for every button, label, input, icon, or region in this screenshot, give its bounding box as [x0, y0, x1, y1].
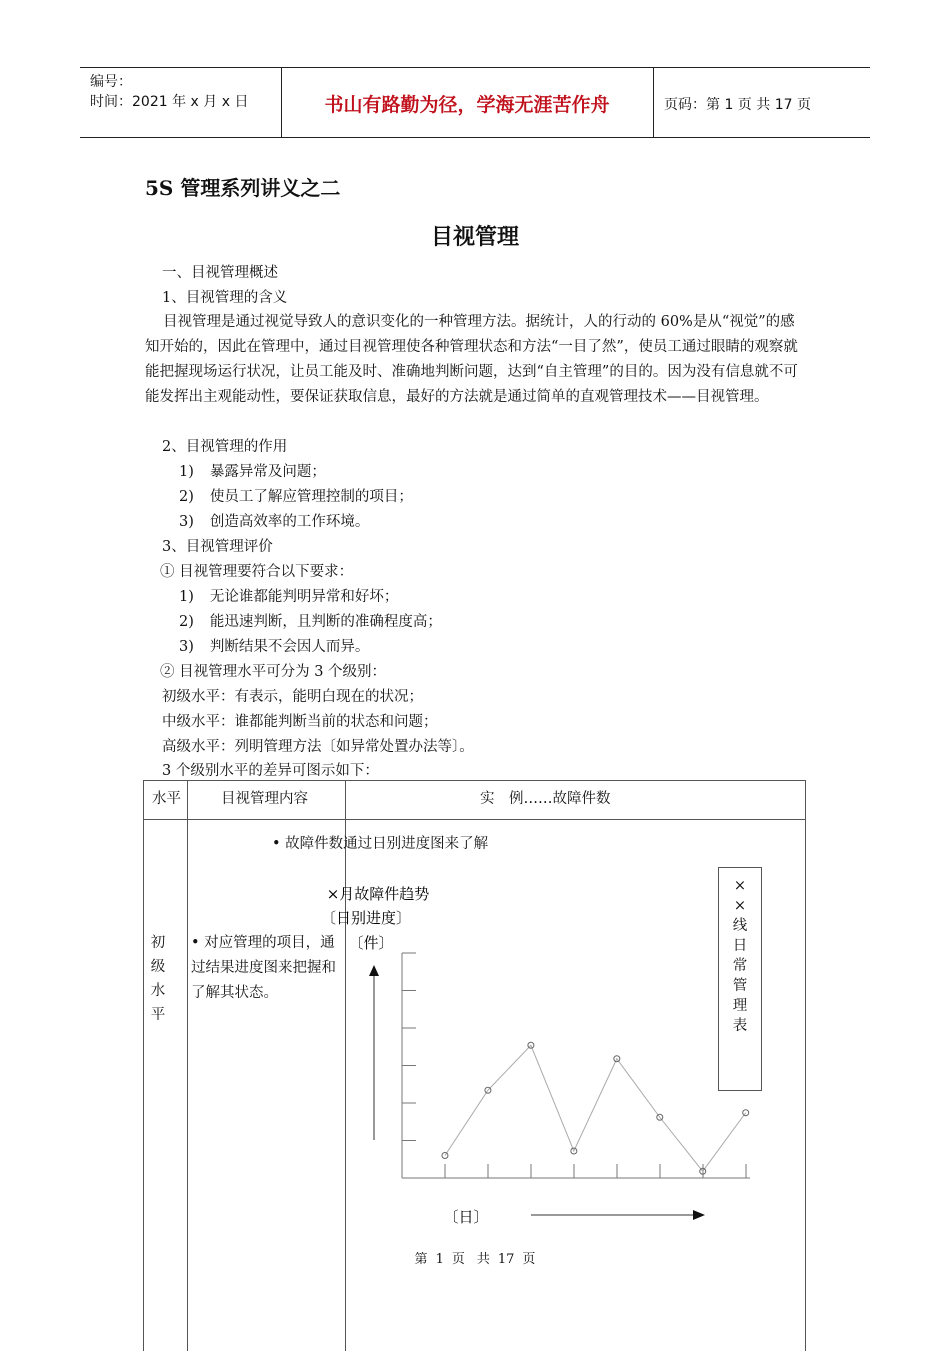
- header-page-info: 页码：第 1 页 共 17 页: [664, 97, 811, 113]
- list-number: 2): [179, 489, 194, 505]
- definition-text: 目视管理是通过视觉导致人的意识变化的一种管理方法。据统计，人的行动的 60%是从“视觉”的感知开始的，因此在管理中，通过目视管理使各种管理状态和方法“一目了然”，使员工通过眼睛的观察就能把握现场运行状况，让员工能及时、准确地判断问题，达到“自主管理”的目的。因为没有信息就不可能发挥出主观能动性，要保证获取信息，最好的方法就是通过简单的直观管理技术——目视管理。: [145, 314, 798, 405]
- list-number: 1): [179, 589, 194, 605]
- header-motto: 书山有路勤为径，学海无涯苦作舟: [324, 94, 610, 116]
- diff-line: 3 个级别水平的差异可图示如下：: [162, 763, 379, 779]
- section-heading: 2、目视管理的作用: [162, 439, 288, 455]
- footer-total-unit: 页: [522, 1252, 536, 1267]
- list-text: 暴露异常及问题；: [209, 464, 326, 480]
- section-heading: 一、目视管理概述: [162, 265, 278, 281]
- col-header-level: 水平: [152, 791, 181, 807]
- section-heading: 1、目视管理的含义: [162, 290, 288, 306]
- col-header-content: 目视管理内容: [221, 791, 308, 807]
- footer-page-word: 第: [414, 1252, 428, 1267]
- series-line: [445, 1045, 746, 1171]
- footer-total-number: 17: [497, 1252, 515, 1267]
- section-heading: 3、目视管理评价: [162, 539, 273, 555]
- doc-date-label: 时间：2021 年 x 月 x 日: [90, 94, 249, 110]
- list-number: 1): [179, 464, 194, 480]
- list-text: 判断结果不会因人而异。: [209, 639, 370, 655]
- chart-ylabel: 〔件〕: [348, 934, 394, 952]
- chart-note: • 故障件数通过日别进度图来了解: [272, 836, 489, 852]
- level-line: 中级水平：谁都能判断当前的状态和问题；: [162, 714, 438, 730]
- row-level-label: 初级水平: [150, 935, 166, 1023]
- x-arrow-head: [693, 1210, 705, 1220]
- list-text: 创造高效率的工作环境。: [209, 514, 370, 530]
- level-line: 初级水平：有表示，能明白现在的状况；: [162, 689, 423, 705]
- y-arrow-head: [369, 965, 379, 976]
- row-content: • 对应管理的项目，通过结果进度图来把握和了解其状态。: [191, 935, 336, 1001]
- footer-page-unit: 页: [451, 1252, 465, 1267]
- requirement-heading: ① 目视管理要符合以下要求：: [160, 564, 354, 580]
- daily-management-label: ××线日常管理表: [732, 878, 748, 1034]
- level-line: 高级水平：列明管理方法〔如异常处置办法等〕。: [162, 739, 474, 755]
- footer-total-word: 共: [476, 1252, 490, 1267]
- footer-page-number: 1: [435, 1252, 444, 1267]
- level-heading: ② 目视管理水平可分为 3 个级别：: [160, 664, 387, 680]
- list-text: 能迅速判断，且判断的准确程度高；: [209, 614, 442, 630]
- list-number: 2): [179, 614, 194, 630]
- list-text: 使员工了解应管理控制的项目；: [209, 489, 413, 505]
- doc-title: 5S 管理系列讲义之二: [145, 176, 341, 200]
- chart-title: ×月故障件趋势: [326, 885, 430, 903]
- list-number: 3): [179, 639, 194, 655]
- chart-xlabel: 〔日〕: [443, 1208, 489, 1226]
- list-text: 无论谁都能判明异常和好坏；: [209, 589, 399, 605]
- chart-subtitle: 〔日别进度〕: [320, 909, 412, 927]
- page-footer: [0, 1248, 950, 1267]
- main-title: 目视管理: [430, 224, 519, 250]
- col-header-example: 实 例……故障件数: [480, 791, 611, 807]
- doc-number-label: 编号：: [90, 74, 132, 90]
- list-number: 3): [179, 514, 194, 530]
